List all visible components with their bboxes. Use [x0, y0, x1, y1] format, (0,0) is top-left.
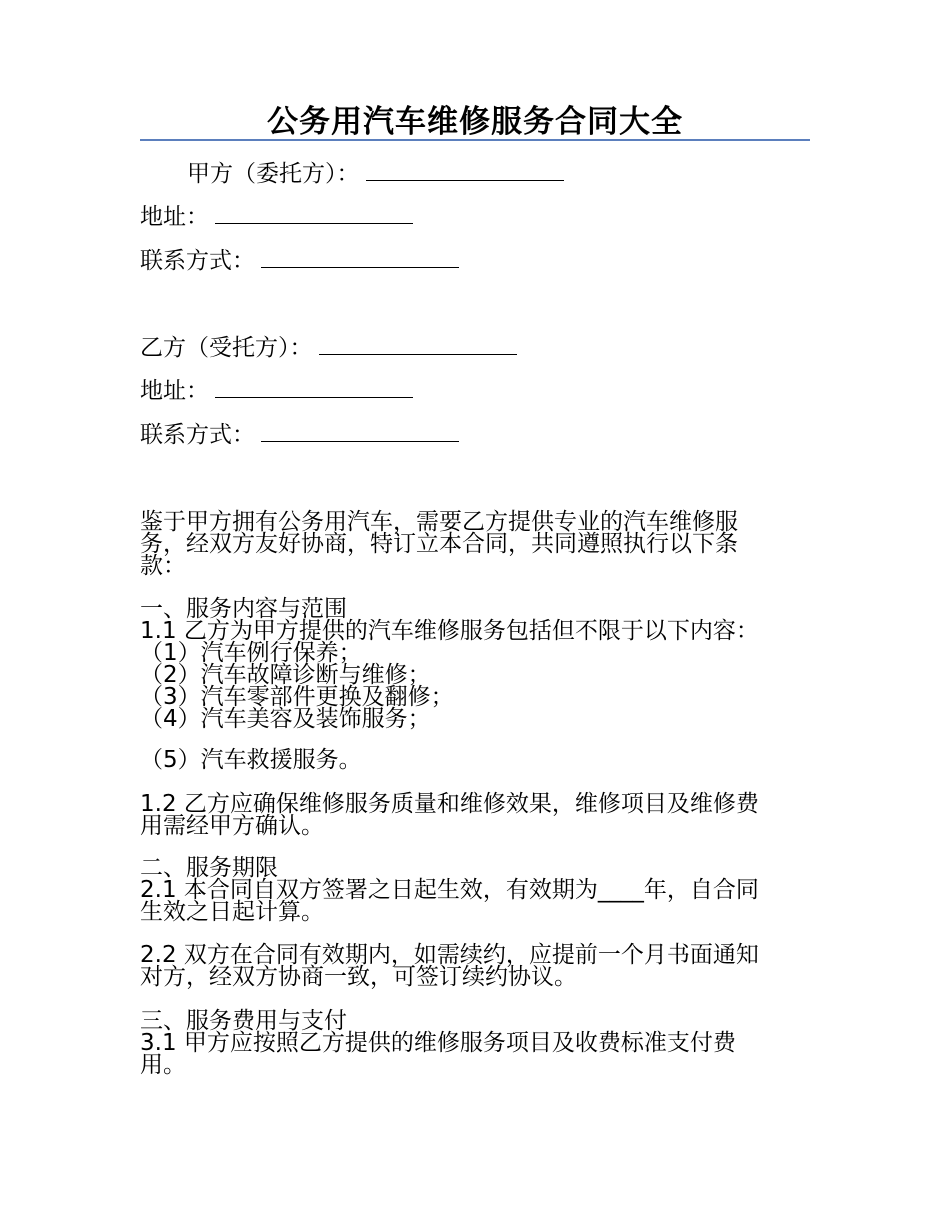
clause-line: 2.1 本合同自双方签署之日起生效，有效期为____年，自合同: [140, 877, 759, 903]
clause-line: 3.1 甲方应按照乙方提供的维修服务项目及收费标准支付费: [140, 1030, 736, 1056]
party-b-address-line: [140, 377, 413, 405]
party-a-contact-label: 联系方式：: [140, 248, 255, 274]
party-b-blank[interactable]: [319, 334, 517, 355]
title-underline: [140, 139, 810, 141]
preamble-line: 务，经双方友好协商，特订立本合同，共同遵照执行以下条: [140, 531, 738, 557]
list-item: （3）汽车零部件更换及翻修；: [140, 684, 454, 710]
party-b-label: 乙方（受托方）：: [140, 335, 313, 361]
section-2: [140, 857, 810, 923]
party-b-contact-blank[interactable]: [261, 421, 459, 442]
party-a-blank[interactable]: [366, 160, 564, 181]
section-1-heading: 一、服务内容与范围: [140, 596, 347, 622]
preamble: [140, 511, 810, 577]
party-b-line: [140, 334, 517, 362]
list-item: （1）汽车例行保养；: [140, 640, 362, 666]
party-a-address-line: [140, 203, 413, 231]
preamble-line: 鉴于甲方拥有公务用汽车，需要乙方提供专业的汽车维修服: [140, 509, 738, 535]
clause-2-2: [140, 944, 810, 988]
list-item: （5）汽车救援服务。: [140, 747, 362, 773]
party-b-contact-line: [140, 421, 459, 449]
section-3: [140, 1010, 810, 1076]
party-a-address-blank[interactable]: [215, 203, 413, 224]
section-2-heading: 二、服务期限: [140, 855, 278, 881]
party-b-address-blank[interactable]: [215, 377, 413, 398]
party-a-contact-blank[interactable]: [261, 247, 459, 268]
clause-line: 对方，经双方协商一致，可签订续约协议。: [140, 964, 577, 990]
section-3-heading: 三、服务费用与支付: [140, 1008, 347, 1034]
party-a-contact-line: [140, 247, 459, 275]
section-1: [140, 598, 810, 730]
clause-line: 生效之日起计算。: [140, 899, 324, 925]
clause-line: 用。: [140, 1052, 186, 1078]
clause-line: 1.2 乙方应确保维修服务质量和维修效果，维修项目及维修费: [140, 791, 759, 817]
clause-1-1: 1.1 乙方为甲方提供的汽车维修服务包括但不限于以下内容：: [140, 618, 759, 644]
document-title: 公务用汽车维修服务合同大全: [267, 104, 683, 140]
list-item: （2）汽车故障诊断与维修；: [140, 662, 431, 688]
list-item: （4）汽车美容及装饰服务；: [140, 706, 431, 732]
clause-line: 用需经甲方确认。: [140, 813, 324, 839]
clause-line: 2.2 双方在合同有效期内，如需续约，应提前一个月书面通知: [140, 942, 759, 968]
party-b-address-label: 地址：: [140, 378, 209, 404]
party-a-address-label: 地址：: [140, 204, 209, 230]
party-a-line: [187, 160, 564, 188]
party-a-label: 甲方（委托方）：: [187, 161, 360, 187]
preamble-line: 款：: [140, 553, 186, 579]
party-b-contact-label: 联系方式：: [140, 422, 255, 448]
clause-1-2: [140, 793, 810, 837]
